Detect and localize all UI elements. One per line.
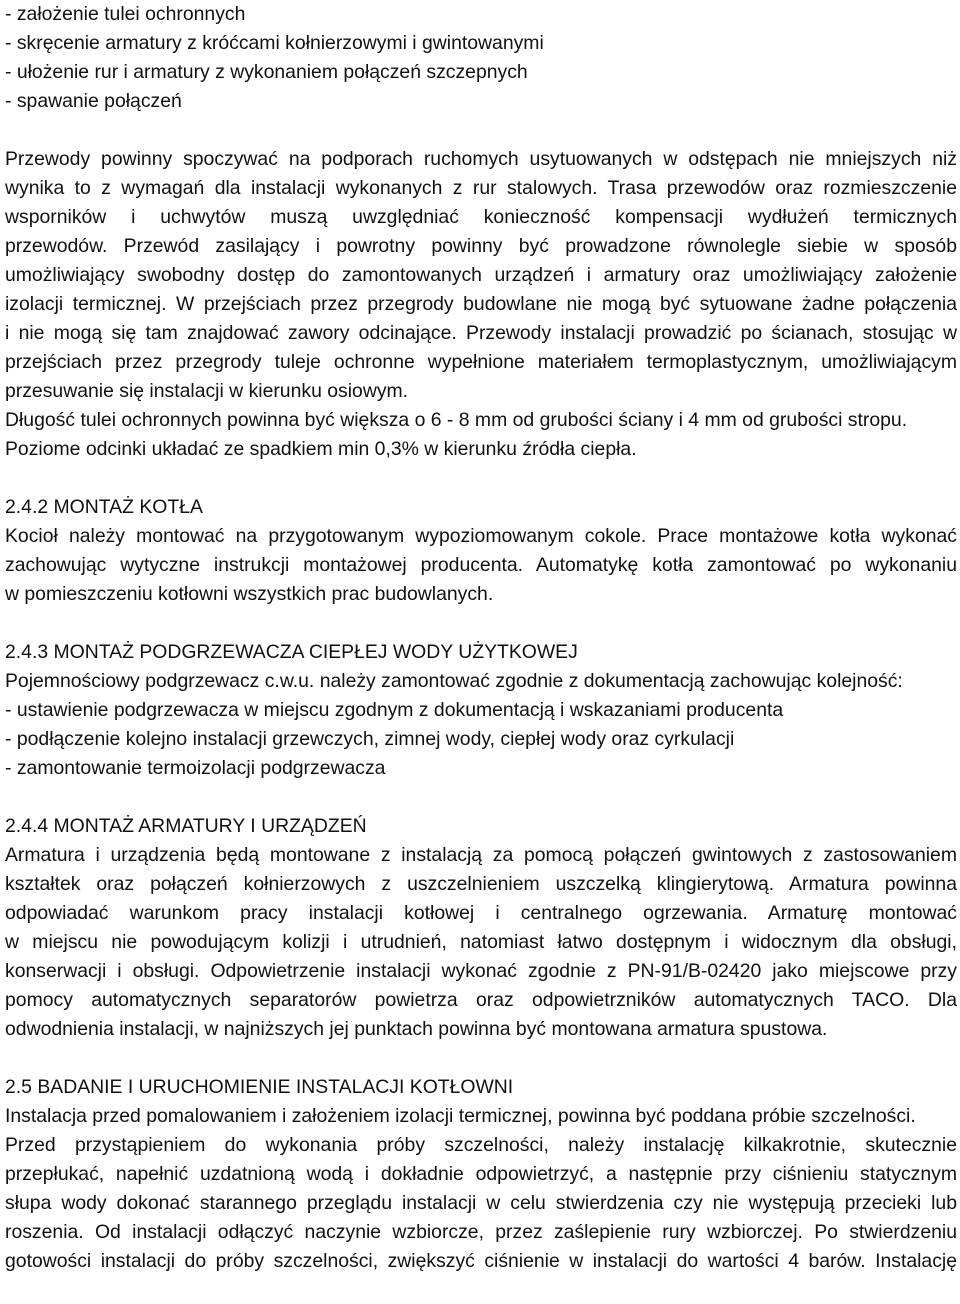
paragraph-line: Armatura i urządzenia będą montowane z instalacją za pomocą połączeń gwintowych z zastosowaniem <box>5 844 957 866</box>
paragraph-line: wynika to z wymagań dla instalacji wykonanych z rur stalowych. Trasa przewodów oraz rozmieszczenie <box>5 177 957 199</box>
paragraph-line: konserwacji i obsługi. Odpowietrzenie instalacji wykonać zgodnie z PN-91/B-02420 jako miejscowe przy <box>5 960 957 982</box>
paragraph-line: przepłukać, napełnić uzdatnioną wodą i dokładnie odpowietrzyć, a następnie przy ciśnieniu statycznym <box>5 1163 957 1185</box>
paragraph-gap <box>5 116 957 145</box>
paragraph-gap <box>5 609 957 638</box>
paragraph-line: umożliwiający swobodny dostęp do zamontowanych urządzeń i armatury oraz umożliwiający założenie <box>5 264 957 286</box>
section-boiler <box>5 493 957 609</box>
paragraph-line: Pojemnościowy podgrzewacz c.w.u. należy zamontować zgodnie z dokumentacją zachowując kolejność: <box>5 670 903 692</box>
paragraph-line: i nie mogą się tam znajdować zawory odcinające. Przewody instalacji prowadzić po ścianach, stosując w <box>5 322 957 344</box>
paragraph-line: słupa wody dokonać starannego przeglądu instalacji w celu stwierdzenia czy nie występują przecieki lub <box>5 1192 957 1214</box>
document-page <box>5 0 957 1276</box>
paragraph-line: gotowości instalacji do próby szczelności, zwiększyć ciśnienie w instalacji do wartości 4 barów. Instalację <box>5 1250 957 1272</box>
list-item: - podłączenie kolejno instalacji grzewczych, zimnej wody, ciepłej wody oraz cyrkulacji <box>5 728 735 750</box>
section-testing <box>5 1073 957 1276</box>
paragraph-line: Długość tulei ochronnych powinna być większa o 6 - 8 mm od grubości ściany i 4 mm od grubości stropu. <box>5 409 908 431</box>
paragraph-line: odwodnienia instalacji, w najniższych jej punktach powinna być montowana armatura spustowa. <box>5 1018 828 1040</box>
paragraph-line: w pomieszczeniu kotłowni wszystkich prac budowlanych. <box>5 583 494 605</box>
paragraph-gap <box>5 783 957 812</box>
installation-steps-list <box>5 0 957 116</box>
list-item: - ułożenie rur i armatury z wykonaniem połączeń szczepnych <box>5 61 528 83</box>
paragraph-line: Przewody powinny spoczywać na podporach ruchomych usytuowanych w odstępach nie mniejszych niż <box>5 148 957 170</box>
section-heading: 2.5 BADANIE I URUCHOMIENIE INSTALACJI KOTŁOWNI <box>5 1076 514 1098</box>
section-heading: 2.4.2 MONTAŻ KOTŁA <box>5 496 203 518</box>
paragraph-line: wsporników i uchwytów muszą uwzględniać konieczność kompensacji wydłużeń termicznych <box>5 206 957 228</box>
section-heading: 2.4.4 MONTAŻ ARMATURY I URZĄDZEŃ <box>5 815 367 837</box>
paragraph-line: w miejscu nie powodującym kolizji i utrudnień, natomiast łatwo dostępnym i widocznym dla obsługi, <box>5 931 957 953</box>
paragraph-gap <box>5 464 957 493</box>
list-item: - ustawienie podgrzewacza w miejscu zgodnym z dokumentacją i wskazaniami producenta <box>5 699 784 721</box>
paragraph-line: Instalacja przed pomalowaniem i założeniem izolacji termicznej, powinna być poddana próbie szczelności. <box>5 1105 916 1127</box>
paragraph-line: Kocioł należy montować na przygotowanym wypoziomowanym cokole. Prace montażowe kotła wykonać <box>5 525 957 547</box>
paragraph-line: Poziome odcinki układać ze spadkiem min 0,3% w kierunku źródła ciepła. <box>5 438 637 460</box>
list-item: - zamontowanie termoizolacji podgrzewacza <box>5 757 386 779</box>
paragraph-line: przejściach przez przegrody tuleje ochronne wypełnione materiałem termoplastycznym, umożliwiającym <box>5 351 957 373</box>
paragraph-line: Przed przystąpieniem do wykonania próby szczelności, należy instalację kilkakrotnie, skutecznie <box>5 1134 957 1156</box>
paragraph-line: przesuwanie się instalacji w kierunku osiowym. <box>5 380 409 402</box>
section-fittings <box>5 812 957 1044</box>
paragraph-line: odpowiadać warunkom pracy instalacji kotłowej i centralnego ogrzewania. Armaturę montować <box>5 902 957 924</box>
paragraph-gap <box>5 1044 957 1073</box>
paragraph-line: przewodów. Przewód zasilający i powrotny powinny być prowadzone równolegle siebie w sposób <box>5 235 957 257</box>
paragraph-line: roszenia. Od instalacji odłączyć naczynie wzbiorcze, przez zaślepienie rury wzbiorczej. Po stwierdzeniu <box>5 1221 957 1243</box>
paragraph-pipes <box>5 145 957 464</box>
section-water-heater <box>5 638 957 783</box>
section-heading: 2.4.3 MONTAŻ PODGRZEWACZA CIEPŁEJ WODY UŻYTKOWEJ <box>5 641 578 663</box>
paragraph-line: kształtek oraz połączeń kołnierzowych z uszczelnieniem uszczelką klingierytową. Armatura powinna <box>5 873 957 895</box>
list-item: - skręcenie armatury z króćcami kołnierzowymi i gwintowanymi <box>5 32 544 54</box>
list-item: - spawanie połączeń <box>5 90 182 112</box>
paragraph-line: zachowując wytyczne instrukcji montażowej producenta. Automatykę kotła zamontować po wykonaniu <box>5 554 957 576</box>
paragraph-line: izolacji termicznej. W przejściach przez przegrody budowlane nie mogą być sytuowane żadne połączenia <box>5 293 957 315</box>
paragraph-line: pomocy automatycznych separatorów powietrza oraz odpowietrzników automatycznych TACO. Dla <box>5 989 957 1011</box>
list-item: - założenie tulei ochronnych <box>5 3 246 25</box>
